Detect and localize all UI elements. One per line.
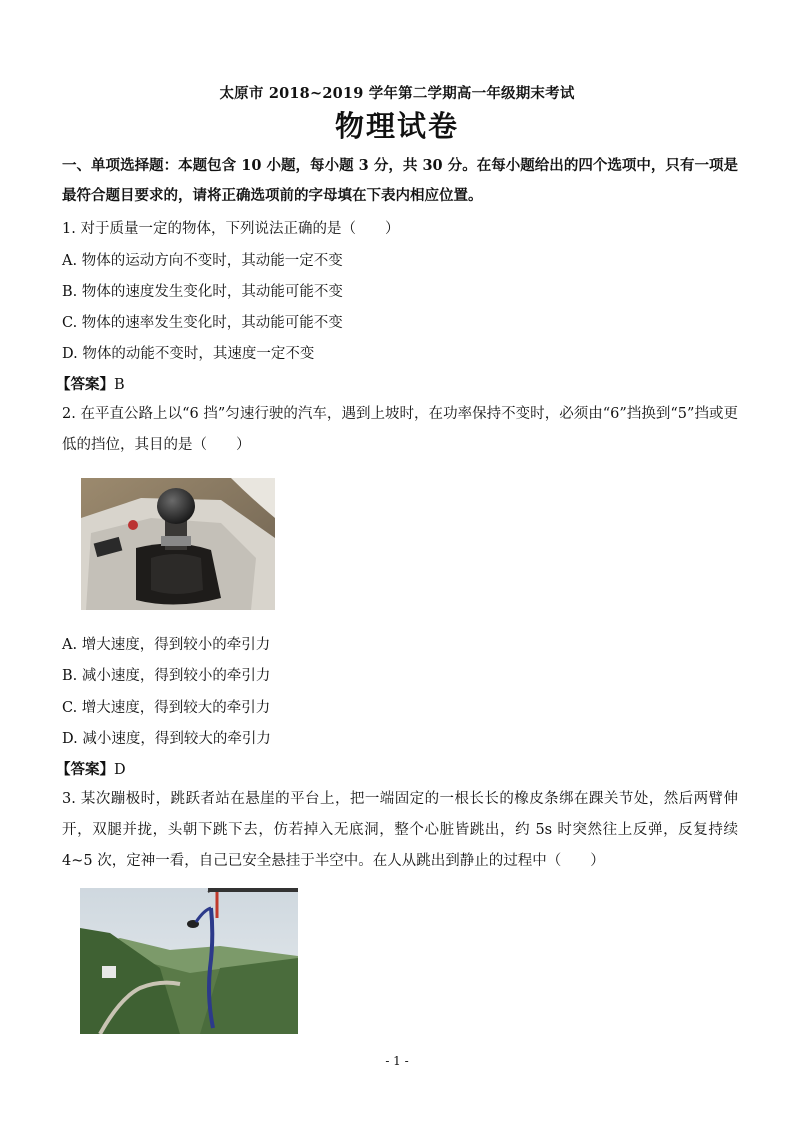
bungee-jump-photo — [80, 888, 298, 1034]
question-1-option-d: D. 物体的动能不变时，其速度一定不变 — [62, 346, 315, 362]
question-2-option-d: D. 减小速度，得到较大的牵引力 — [62, 731, 271, 747]
question-2-option-b: B. 减小速度，得到较小的牵引力 — [62, 668, 271, 684]
question-2-option-a: A. 增大速度，得到较小的牵引力 — [62, 637, 271, 653]
question-3-stem: 3. 某次蹦极时，跳跃者站在悬崖的平台上，把一端固定的一根长长的橡皮条绑在踝关节处，然后两臂伸开，双腿并拢，头朝下跳下去，仿若掉入无底洞，整个心脏皆跳出，约 5s 时突然往上反弹，反复持续 4~5 次，定神一看，自己已安全悬挂于半空中。在人从跳出到静止的过程中（ ） — [62, 791, 738, 869]
section-instructions: 一、单项选择题：本题包含 10 小题，每小题 3 分，共 30 分。在每小题给出的四个选项中，只有一项是最符合题目要求的，请将正确选项前的字母填在下表内相应位置。 — [62, 157, 738, 204]
question-2-answer — [56, 758, 126, 779]
page-number: - 1 - — [385, 1054, 409, 1068]
answer-value: D — [114, 762, 126, 778]
question-1-option-a: A. 物体的运动方向不变时，其动能一定不变 — [62, 253, 343, 269]
exam-subtitle: 太原市 2018~2019 学年第二学期高一年级期末考试 — [219, 85, 575, 102]
gear-shift-photo — [81, 478, 275, 610]
answer-label: 【答案】 — [56, 376, 114, 393]
question-2-stem: 2. 在平直公路上以“6 挡”匀速行驶的汽车，遇到上坡时，在功率保持不变时，必须由“6”挡换到“5”挡或更低的挡位，其目的是（ ） — [62, 406, 738, 453]
question-1-option-b: B. 物体的速度发生变化时，其动能可能不变 — [62, 284, 343, 300]
question-2-option-c: C. 增大速度，得到较大的牵引力 — [62, 700, 271, 716]
question-1-answer — [56, 373, 125, 394]
exam-title: 物理试卷 — [334, 109, 459, 143]
answer-label: 【答案】 — [56, 761, 114, 778]
question-1-stem: 1. 对于质量一定的物体，下列说法正确的是（ ） — [62, 221, 400, 237]
answer-value: B — [114, 377, 125, 393]
question-1-option-c: C. 物体的速率发生变化时，其动能可能不变 — [62, 315, 343, 331]
